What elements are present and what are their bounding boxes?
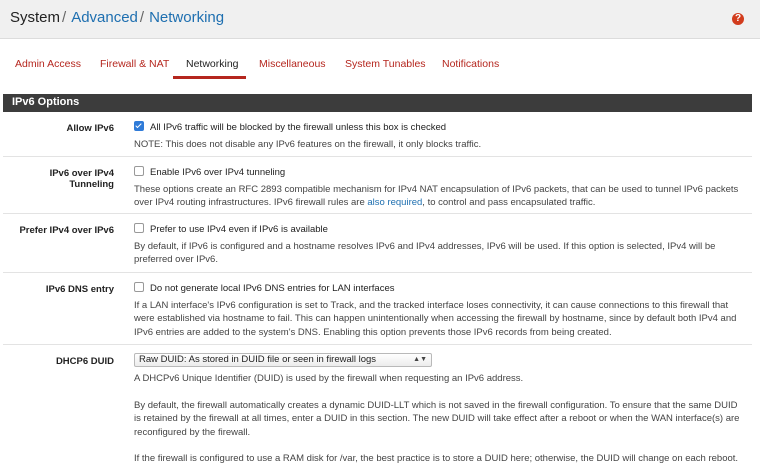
ipv6-dns-checkbox-text: Do not generate local IPv6 DNS entries for LAN interfaces bbox=[150, 283, 395, 294]
panel-header bbox=[3, 94, 752, 112]
allow-ipv6-field bbox=[134, 121, 746, 151]
dhcp6-duid-help-1: A DHCPv6 Unique Identifier (DUID) is used by the firewall when requesting an IPv6 address. bbox=[134, 373, 524, 384]
breadcrumb-advanced-link[interactable]: Advanced bbox=[71, 9, 138, 26]
breadcrumb bbox=[10, 9, 224, 26]
allow-ipv6-option[interactable] bbox=[134, 121, 746, 135]
ipv6-dns-option[interactable] bbox=[134, 282, 746, 296]
tab-admin-access[interactable]: Admin Access bbox=[15, 58, 81, 70]
ipv6-over-ipv4-field bbox=[134, 166, 746, 210]
ipv6-dns-checkbox[interactable] bbox=[134, 282, 144, 292]
row-dhcp6-duid bbox=[3, 345, 752, 466]
ipv6-dns-field bbox=[134, 282, 746, 339]
panel-title: IPv6 Options bbox=[12, 96, 80, 108]
breadcrumb-separator: / bbox=[62, 9, 67, 26]
tab-miscellaneous[interactable]: Miscellaneous bbox=[259, 58, 326, 70]
tab-bar bbox=[0, 52, 760, 80]
breadcrumb-networking-link[interactable]: Networking bbox=[149, 9, 225, 26]
tab-notifications[interactable]: Notifications bbox=[442, 58, 500, 70]
prefer-ipv4-option[interactable] bbox=[134, 223, 746, 237]
breadcrumb-bar bbox=[0, 0, 760, 39]
active-tab-indicator bbox=[173, 76, 246, 79]
dhcp6-duid-help-3: If the firewall is configured to use a RAM disk for /var, the best practice is to store a DUID here; otherwise, the DUID will change on each reboot. bbox=[134, 453, 739, 464]
ipv6-dns-label: IPv6 DNS entry bbox=[45, 284, 114, 295]
prefer-ipv4-field bbox=[134, 223, 746, 267]
allow-ipv6-help: NOTE: This does not disable any IPv6 features on the firewall, it only blocks traffic. bbox=[134, 138, 482, 150]
dhcp6-duid-field bbox=[134, 353, 746, 466]
ipv6-over-ipv4-checkbox-text: Enable IPv6 over IPv4 tunneling bbox=[150, 167, 286, 178]
allow-ipv6-checkbox[interactable] bbox=[134, 121, 144, 131]
breadcrumb-separator: / bbox=[139, 9, 145, 26]
allow-ipv6-label: Allow IPv6 bbox=[66, 123, 114, 134]
allow-ipv6-checkbox-text: All IPv6 traffic will be blocked by the firewall unless this box is checked bbox=[150, 122, 447, 133]
select-arrows-icon: ▲▼ bbox=[413, 356, 427, 363]
dhcp6-duid-label: DHCP6 DUID bbox=[55, 356, 114, 367]
prefer-ipv4-label: Prefer IPv4 over IPv6 bbox=[19, 225, 114, 236]
prefer-ipv4-checkbox-text: Prefer to use IPv4 even if IPv6 is available bbox=[150, 224, 328, 235]
duid-type-select-value: Raw DUID: As stored in DUID file or seen in firewall logs bbox=[139, 354, 377, 365]
ipv6-over-ipv4-help bbox=[134, 183, 746, 210]
row-prefer-ipv4 bbox=[3, 214, 752, 273]
ipv6-over-ipv4-help-tail: , to control and pass encapsulated traffic. bbox=[422, 197, 596, 208]
row-ipv6-dns bbox=[3, 273, 752, 345]
ipv6-over-ipv4-label: IPv6 over IPv4 Tunneling bbox=[49, 168, 114, 190]
breadcrumb-system: System bbox=[10, 9, 61, 26]
tab-firewall-nat[interactable]: Firewall & NAT bbox=[100, 58, 170, 70]
ipv6-dns-help: If a LAN interface's IPv6 configuration is set to Track, and the tracked interface loses connectivity, it can cause connections to this firewall that were established via hostname to fail. This can happen unintentionally when accessing the firewall by hostname, since by default both IPv4 and IPv6 entries are added to the system's DNS. Enabling this option prevents those IPv6 records from being created. bbox=[134, 299, 737, 338]
prefer-ipv4-checkbox[interactable] bbox=[134, 223, 144, 233]
row-ipv6-over-ipv4 bbox=[3, 157, 752, 214]
row-allow-ipv6 bbox=[3, 113, 752, 157]
ipv6-over-ipv4-help-text: These options create an RFC 2893 compatible mechanism for IPv4 NAT encapsulation of IPv6 packets, that can be used to tunnel IPv6 packets over IPv4 routing infrastructures. IPv6 firewall rules are bbox=[134, 183, 739, 208]
duid-type-select[interactable] bbox=[134, 353, 432, 367]
ipv6-over-ipv4-option[interactable] bbox=[134, 166, 746, 180]
question-circle-icon[interactable]: ? bbox=[732, 13, 744, 25]
tab-networking[interactable]: Networking bbox=[186, 58, 239, 70]
dhcp6-duid-help-2: By default, the firewall automatically creates a dynamic DUID-LLT which is not saved in the firewall configuration. To ensure that the same DUID is retained by the firewall at all times, enter a DUID in this section. The new DUID will take effect after a reboot or when the WAN interface(s) are reconfigured by the firewall. bbox=[134, 399, 740, 438]
prefer-ipv4-help: By default, if IPv6 is configured and a hostname resolves IPv6 and IPv4 addresses, IPv6 will be used. If this option is selected, IPv4 will be preferred over IPv6. bbox=[134, 240, 716, 265]
tab-system-tunables[interactable]: System Tunables bbox=[345, 58, 426, 70]
also-required-link[interactable]: also required bbox=[367, 197, 423, 208]
ipv6-over-ipv4-checkbox[interactable] bbox=[134, 166, 144, 176]
